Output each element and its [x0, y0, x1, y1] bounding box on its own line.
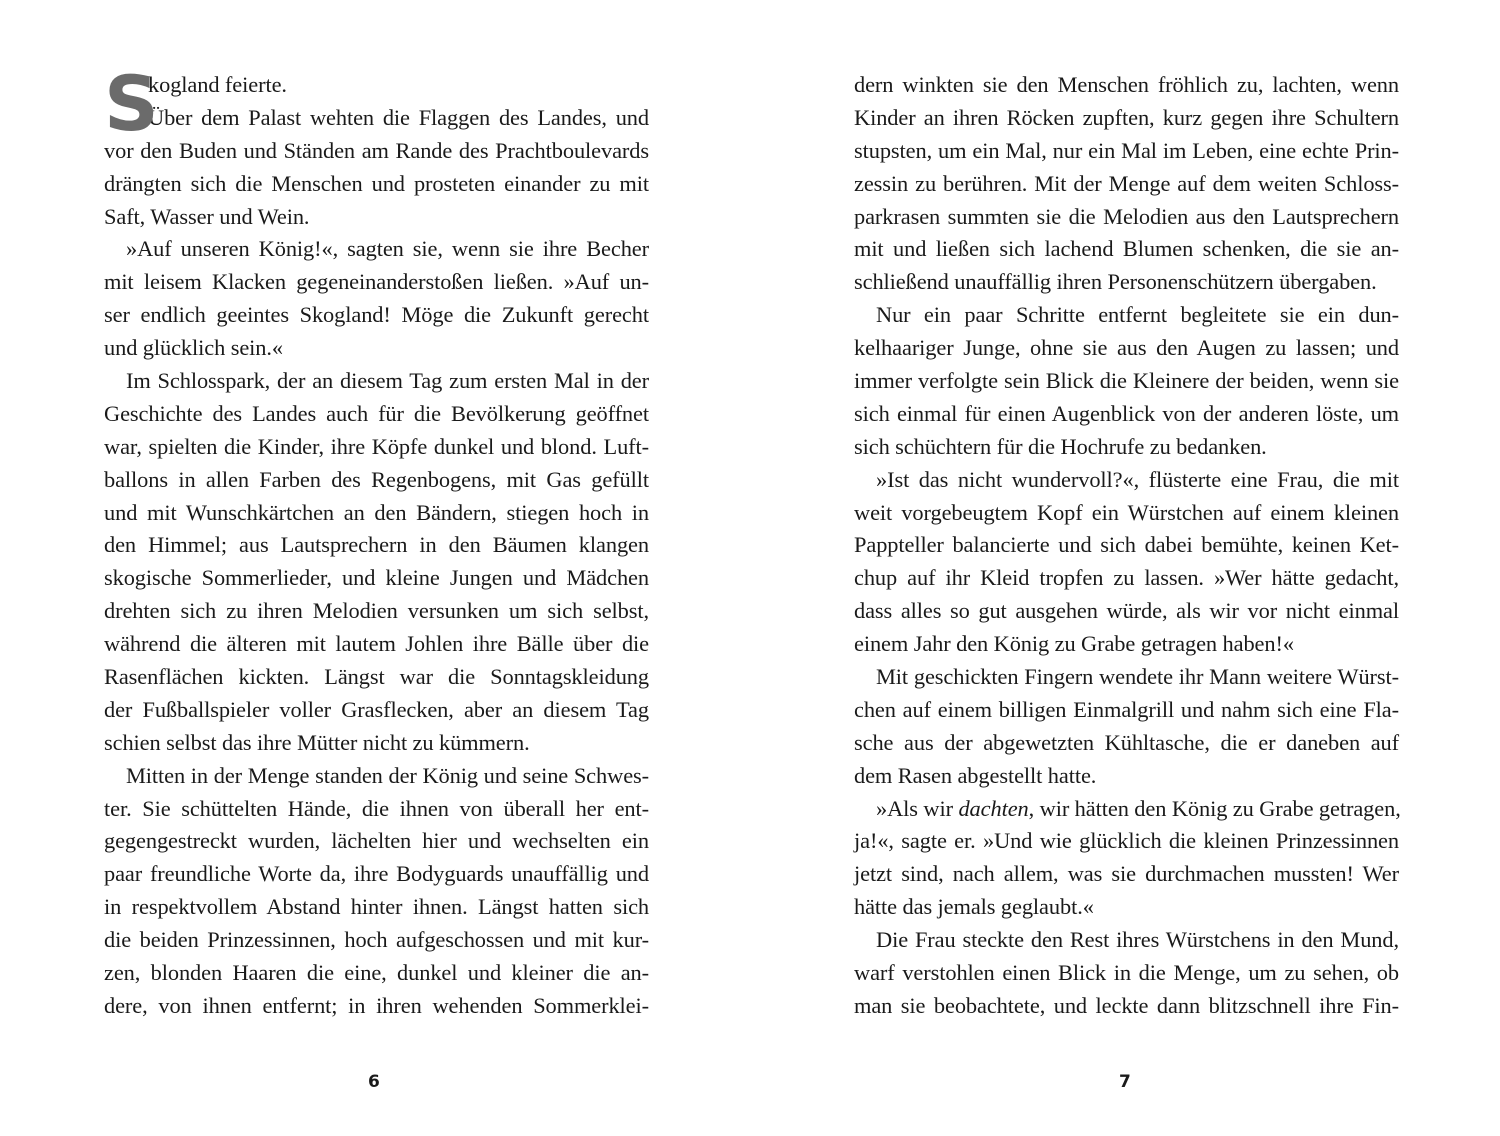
text-line: jetzt sind, nach allem, was sie durchmachen mussten! Wer: [854, 861, 1399, 887]
text-line: war, spielten die Kinder, ihre Köpfe dunkel und blond. Luft-: [104, 433, 649, 459]
text-line: immer verfolgte sein Blick die Kleinere der beiden, wenn sie: [854, 368, 1399, 394]
text-line: zessin zu berühren. Mit der Menge auf dem weiten Schloss-: [854, 170, 1399, 196]
text-line: drehten sich zu ihren Melodien versunken um sich selbst,: [104, 598, 649, 624]
text-line: »Auf unseren König!«, sagten sie, wenn sie ihre Becher: [126, 236, 649, 262]
left-text-column: [104, 59, 649, 1023]
text-line: kelhaariger Junge, ohne sie aus den Augen zu lassen; und: [854, 335, 1399, 361]
right-text-column: [854, 69, 1399, 1023]
text-line: skogische Sommerlieder, und kleine Jungen und Mädchen: [104, 565, 649, 591]
text-line: ter. Sie schüttelten Hände, die ihnen von überall her ent-: [104, 795, 649, 821]
text-line: sich schüchtern für die Hochrufe zu bedanken.: [854, 433, 1267, 459]
text-line: Saft, Wasser und Wein.: [104, 203, 310, 229]
text-line: ser endlich geeintes Skogland! Möge die Zukunft gerecht: [104, 302, 649, 328]
text-line: Die Frau steckte den Rest ihres Würstchens in den Mund,: [876, 927, 1399, 953]
text-line: Pappteller balancierte und sich dabei bemühte, keinen Ket-: [854, 532, 1399, 558]
drop-cap: S: [104, 59, 159, 148]
text-line: Rasenflächen kickten. Längst war die Sonntagskleidung: [104, 664, 649, 690]
text-line: Kinder an ihren Röcken zupften, kurz gegen ihre Schultern: [854, 104, 1399, 130]
text-line: sich einmal für einen Augenblick von der anderen löste, um: [854, 400, 1399, 426]
text-line: dem Rasen abgestellt hatte.: [854, 762, 1097, 788]
text-line: ballons in allen Farben des Regenbogens, mit Gas gefüllt: [104, 466, 649, 492]
page-number-right: 7: [1119, 1072, 1131, 1092]
text-line: dere, von ihnen entfernt; in ihren wehenden Sommerklei-: [104, 992, 649, 1018]
text-line: in respektvollem Abstand hinter ihnen. Längst hatten sich: [104, 894, 649, 920]
text-line: gegengestreckt wurden, lächelten hier und wechselten ein: [104, 828, 649, 854]
text-line: zen, blonden Haaren die eine, dunkel und kleiner die an-: [104, 960, 649, 986]
text-line: und glücklich sein.«: [104, 335, 283, 361]
text-line: sche aus der abgewetzten Kühltasche, die er daneben auf: [854, 729, 1399, 755]
text-line: schließend unauffällig ihren Personenschützern übergaben.: [854, 269, 1377, 295]
text-line: ja!«, sagte er. »Und wie glücklich die kleinen Prinzessinnen: [854, 828, 1399, 854]
text-line: kogland feierte.: [148, 72, 287, 97]
emphasis: dachten: [958, 795, 1029, 821]
text-line: den Himmel; aus Lautsprechern in den Bäumen klangen: [104, 532, 649, 558]
text-line: Im Schlosspark, der an diesem Tag zum ersten Mal in der: [126, 368, 649, 394]
text-line: einem Jahr den König zu Grabe getragen haben!«: [854, 631, 1294, 657]
text-line: Mitten in der Menge standen der König und seine Schwes-: [126, 762, 649, 788]
text-line: hätte das jemals geglaubt.«: [854, 894, 1094, 920]
text-line: mit leisem Klacken gegeneinanderstoßen ließen. »Auf un-: [104, 269, 649, 295]
text-line: warf verstohlen einen Blick in die Menge, um zu sehen, ob: [854, 960, 1399, 986]
text-line: mit und ließen sich lachend Blumen schenken, die sie an-: [854, 236, 1399, 262]
text-line: Über dem Palast wehten die Flaggen des Landes, und: [148, 104, 649, 130]
text-line: »Als wir dachten, wir hätten den König zu Grabe getragen,: [876, 795, 1401, 821]
text-line: und mit Wunschkärtchen an den Bändern, stiegen hoch in: [104, 499, 649, 525]
text-line: chen auf einem billigen Einmalgrill und nahm sich eine Fla-: [854, 696, 1399, 722]
text-line: die beiden Prinzessinnen, hoch aufgeschossen und mit kur-: [104, 927, 649, 953]
right-page: [750, 0, 1500, 1136]
text-line: man sie beobachtete, und leckte dann blitzschnell ihre Fin-: [854, 992, 1399, 1018]
text-line: weit vorgebeugtem Kopf ein Würstchen auf einem kleinen: [854, 499, 1399, 525]
text-line: parkrasen summten sie die Melodien aus den Lautsprechern: [854, 203, 1399, 229]
text-line: Nur ein paar Schritte entfernt begleitete sie ein dun-: [876, 302, 1399, 328]
text-line: vor den Buden und Ständen am Rande des Prachtboulevards: [104, 137, 649, 163]
text-line: drängten sich die Menschen und prosteten einander zu mit: [104, 170, 649, 196]
text-line: stupsten, um ein Mal, nur ein Mal im Leben, eine echte Prin-: [854, 137, 1399, 163]
text-line: Geschichte des Landes auch für die Bevölkerung geöffnet: [104, 400, 649, 426]
text-line: paar freundliche Worte da, ihre Bodyguards unauffällig und: [104, 861, 649, 887]
text-line: der Fußballspieler voller Grasflecken, aber an diesem Tag: [104, 696, 649, 722]
text-line: schien selbst das ihre Mütter nicht zu kümmern.: [104, 729, 530, 755]
text-line: Mit geschickten Fingern wendete ihr Mann weitere Würst-: [876, 664, 1399, 690]
page-number-left: 6: [368, 1072, 380, 1092]
text-line: dern winkten sie den Menschen fröhlich zu, lachten, wenn: [854, 72, 1399, 97]
text-line: dass alles so gut ausgehen würde, als wir vor nicht einmal: [854, 598, 1399, 624]
text-line: chup auf ihr Kleid tropfen zu lassen. »Wer hätte gedacht,: [854, 565, 1399, 591]
text-line: während die älteren mit lautem Johlen ihre Bälle über die: [104, 631, 649, 657]
text-line: »Ist das nicht wundervoll?«, flüsterte eine Frau, die mit: [876, 466, 1399, 492]
